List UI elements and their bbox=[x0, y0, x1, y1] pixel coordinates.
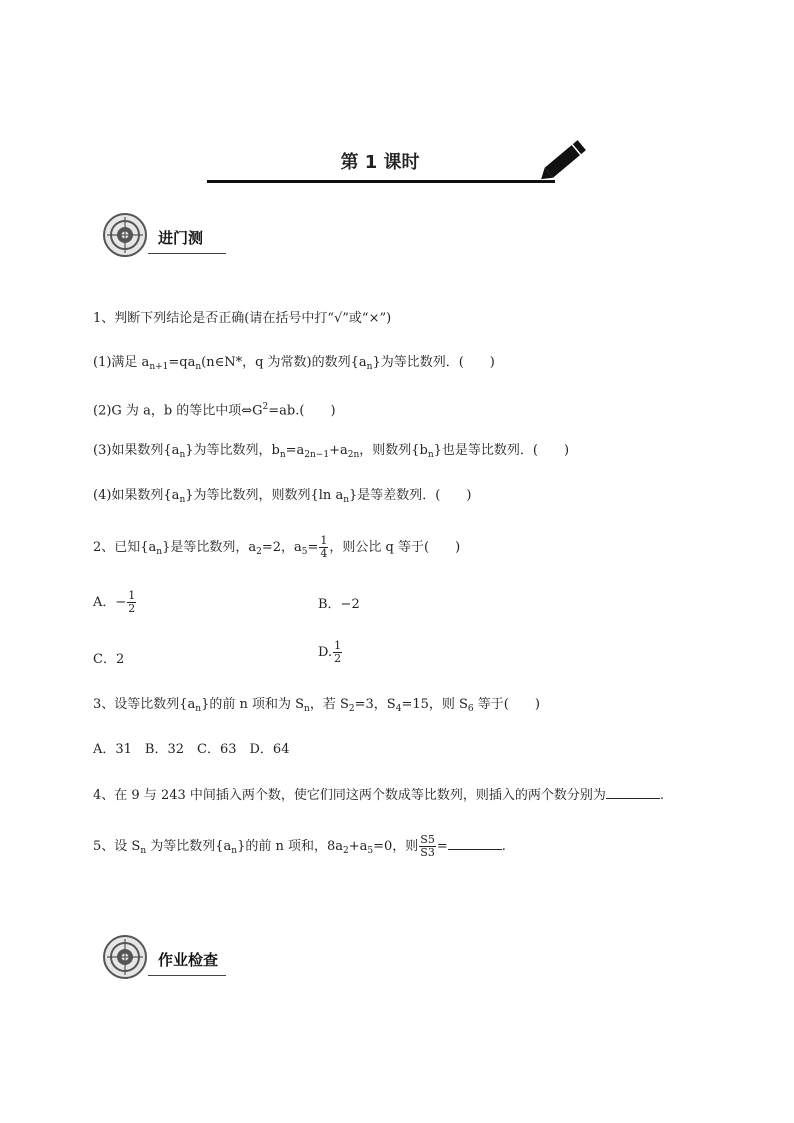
page-title: 第 1 课时 bbox=[340, 152, 420, 173]
title-underline bbox=[207, 180, 555, 183]
q2-option-d: D. $\frac{1}{2}$ bbox=[318, 639, 342, 665]
pencil-icon bbox=[540, 134, 592, 184]
q5-stem: 5、设 $S_n$ 为等比数列$\{a_n\}$的前 n 项和，$8a_2+a_5=0$，则 $\frac{S5}{S3}$ = . bbox=[93, 833, 506, 859]
section-underline bbox=[148, 975, 226, 976]
fraction: $\frac{S5}{S3}$ bbox=[420, 833, 435, 859]
fraction: $\frac{1}{2}$ bbox=[128, 589, 136, 615]
q4-stem: 4、在 9 与 243 中间插入两个数，使它们同这两个数成等比数列，则插入的两个数分别为 . bbox=[93, 788, 665, 803]
q1-item-3: (3)如果数列$\{a_n\}$为等比数列，$b_n=a_{2n-1}+a_{2n}$，则数列$\{b_n\}$也是等比数列．( ) bbox=[93, 443, 570, 460]
fraction: $\frac{1}{2}$ bbox=[334, 639, 342, 665]
target-icon bbox=[102, 212, 148, 258]
q2-option-c: C．2 bbox=[93, 652, 125, 667]
fraction: $\frac{1}{4}$ bbox=[320, 534, 328, 560]
section-title: 作业检查 bbox=[158, 951, 219, 969]
answer-blank[interactable] bbox=[448, 837, 502, 850]
q1-item-1: (1)满足 $a_{n+1}=qa_n(n\in N*$，q 为常数)的数列$\{a_n\}$为等比数列．( ) bbox=[93, 355, 495, 372]
section-header-entry-test bbox=[102, 212, 227, 262]
q1-item-2: (2)G 为 a，b 的等比中项$\Leftrightarrow G^2=ab$.( ) bbox=[93, 402, 336, 419]
q2-stem: 2、已知$\{a_n\}$是等比数列，$a_2=2$，$a_5=$ $\frac{1}{4}$ ，则公比 q 等于( ) bbox=[93, 534, 461, 560]
section-title: 进门测 bbox=[158, 229, 204, 247]
q3-options: A．31 B．32 C．63 D．64 bbox=[93, 742, 290, 757]
q2-option-b: B．−2 bbox=[318, 597, 360, 612]
target-icon bbox=[102, 934, 148, 980]
q1-stem: 1、判断下列结论是否正确(请在括号中打“√”或“×”) bbox=[93, 311, 392, 326]
section-header-homework-check bbox=[102, 934, 227, 984]
q1-item-4: (4)如果数列$\{a_n\}$为等比数列，则数列{ln $a_n$}是等差数列．( ) bbox=[93, 488, 472, 505]
q2-option-a: A．− $\frac{1}{2}$ bbox=[93, 589, 136, 615]
q3-stem: 3、设等比数列$\{a_n\}$的前 n 项和为 $S_n$，若 $S_2=3$，$S_4=15$，则 $S_6$ 等于( ) bbox=[93, 697, 540, 714]
answer-blank[interactable] bbox=[606, 786, 660, 799]
section-underline bbox=[148, 253, 226, 254]
